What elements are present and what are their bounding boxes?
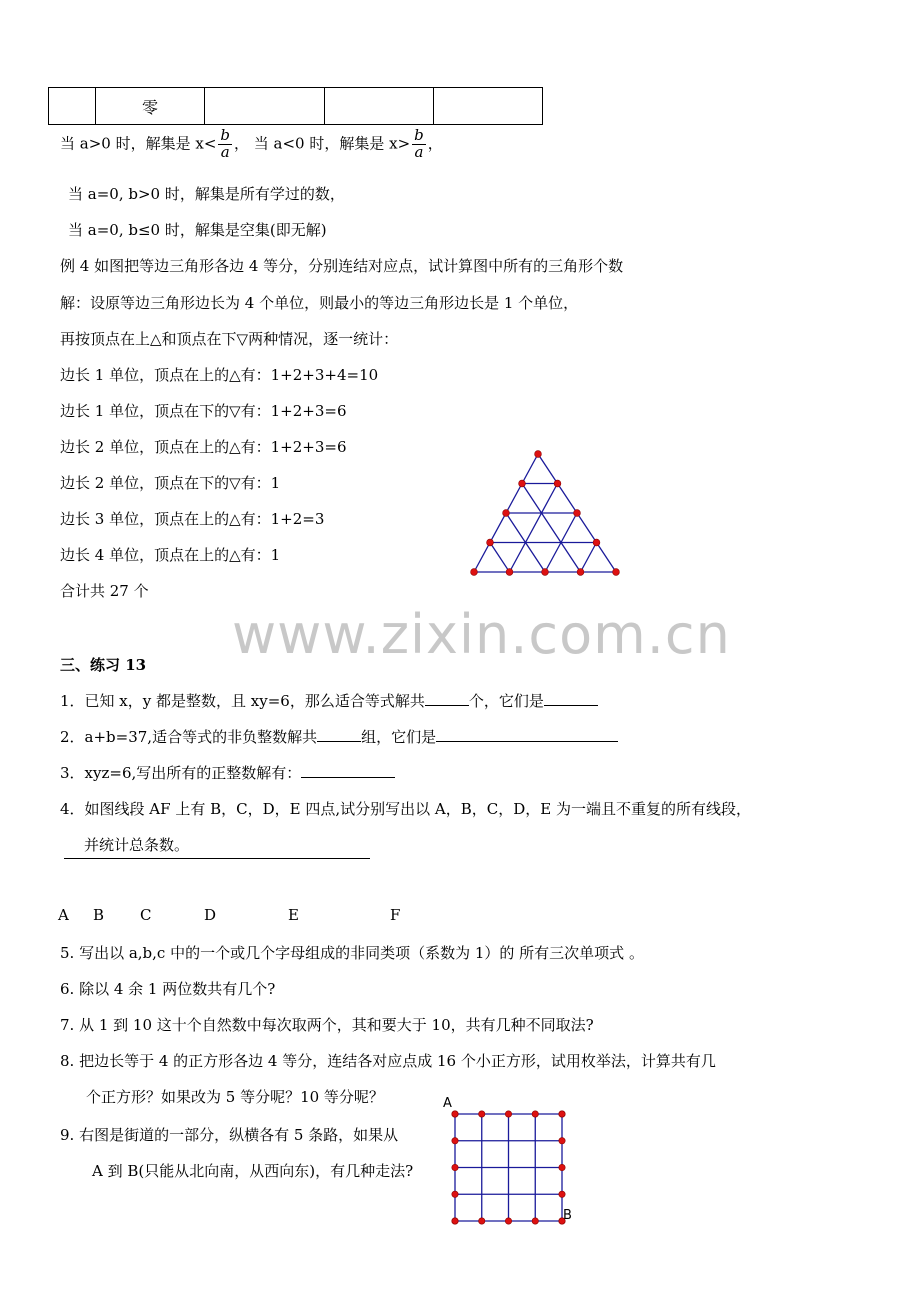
question-9: 9. 右图是街道的一部分，纵横各有 5 条路，如果从 bbox=[60, 1126, 399, 1144]
grid-intersection-dot bbox=[479, 1111, 485, 1117]
solution-line: 边长 2 单位，顶点在下的▽有：1 bbox=[60, 474, 281, 492]
question-6: 6. 除以 4 余 1 两位数共有几个? bbox=[60, 980, 276, 998]
watermark: www.zixin.com.cn bbox=[232, 603, 731, 666]
segment-label-d: D bbox=[204, 906, 217, 924]
question-3: 3．xyz=6,写出所有的正整数解有： bbox=[60, 762, 395, 783]
grid-intersection-dot bbox=[452, 1111, 458, 1117]
grid-intersection-dot bbox=[532, 1111, 538, 1117]
question-8: 8. 把边长等于 4 的正方形各边 4 等分，连结各对应点成 16 个小正方形，试用枚举法，计算共有几 bbox=[60, 1052, 716, 1070]
solution-line: 边长 1 单位，顶点在上的△有：1+2+3+4=10 bbox=[60, 366, 379, 384]
grid-intersection-dot bbox=[505, 1111, 511, 1117]
segment-label-f: F bbox=[390, 906, 401, 924]
question-9-continued: A 到 B(只能从北向南，从西向东)，有几种走法? bbox=[92, 1162, 414, 1180]
segment-label-b: B bbox=[93, 906, 105, 924]
grid-intersection-dot bbox=[452, 1164, 458, 1170]
solution-set-line-zero-nonpositive: 当 a=0, b≤0 时，解集是空集(即无解) bbox=[68, 221, 327, 239]
grid-intersection-dot bbox=[532, 1218, 538, 1224]
grid-intersection-dot bbox=[452, 1218, 458, 1224]
grid-intersection-dot bbox=[505, 1218, 511, 1224]
segment-label-a: A bbox=[58, 906, 69, 924]
question-1: 1．已知 x，y 都是整数，且 xy=6，那么适合等式解共 个，它们是 bbox=[60, 690, 598, 711]
solution-line: 边长 2 单位，顶点在上的△有：1+2+3=6 bbox=[60, 438, 347, 456]
solution-total: 合计共 27 个 bbox=[60, 582, 149, 600]
grid-label-b: B bbox=[563, 1208, 572, 1223]
solution-line: 解：设原等边三角形边长为 4 个单位，则最小的等边三角形边长是 1 个单位， bbox=[60, 294, 579, 312]
table-cell: 零 bbox=[96, 88, 205, 125]
grid-label-a: A bbox=[443, 1096, 452, 1111]
solution-set-line-zero-positive: 当 a=0, b>0 时，解集是所有学过的数， bbox=[68, 185, 345, 203]
grid-intersection-dot bbox=[479, 1218, 485, 1224]
solution-line: 边长 1 单位，顶点在下的▽有：1+2+3=6 bbox=[60, 402, 347, 420]
grid-intersection-dot bbox=[559, 1191, 565, 1197]
question-4: 4．如图线段 AF 上有 B，C，D，E 四点,试分别写出以 A，B，C，D，E 为一端且不重复的所有线段， bbox=[60, 800, 751, 818]
fraction-b-over-a: $\frac{b}{a}$ bbox=[414, 126, 424, 161]
grid-intersection-dot bbox=[559, 1138, 565, 1144]
question-5: 5. 写出以 a,b,c 中的一个或几个字母组成的非同类项（系数为 1）的 所有三次单项式 。 bbox=[60, 944, 644, 962]
grid-intersection-dot bbox=[452, 1191, 458, 1197]
grid-intersection-dot bbox=[559, 1111, 565, 1117]
question-7: 7. 从 1 到 10 这十个自然数中每次取两个，其和要大于 10，共有几种不同取法? bbox=[60, 1016, 594, 1034]
solution-line: 边长 3 单位，顶点在上的△有：1+2=3 bbox=[60, 510, 325, 528]
section-title: 三、练习 13 bbox=[60, 656, 147, 674]
question-8-continued: 个正方形？如果改为 5 等分呢？10 等分呢？ bbox=[86, 1088, 384, 1106]
fraction-b-over-a: $\frac{b}{a}$ bbox=[220, 126, 230, 161]
segment-label-c: C bbox=[140, 906, 152, 924]
grid-intersection-dot bbox=[452, 1138, 458, 1144]
question-4-continued: 并统计总条数。 bbox=[84, 836, 190, 854]
solution-line: 再按顶点在上△和顶点在下▽两种情况，逐一统计： bbox=[60, 330, 399, 348]
segment-label-e: E bbox=[288, 906, 299, 924]
example-title: 例 4 如图把等边三角形各边 4 等分，分别连结对应点，试计算图中所有的三角形个数 bbox=[60, 257, 624, 275]
solution-line: 边长 4 单位，顶点在上的△有：1 bbox=[60, 546, 281, 564]
grid-intersection-dot bbox=[559, 1164, 565, 1170]
solution-set-line-positive: 当 a>0 时，解集是 x< $\frac{b}{a}$ ， 当 a<0 时，解集是 x> $\frac{b}{a}$ ， bbox=[60, 126, 443, 161]
question-2: 2．a+b=37,适合等式的非负整数解共 组，它们是 bbox=[60, 726, 618, 747]
